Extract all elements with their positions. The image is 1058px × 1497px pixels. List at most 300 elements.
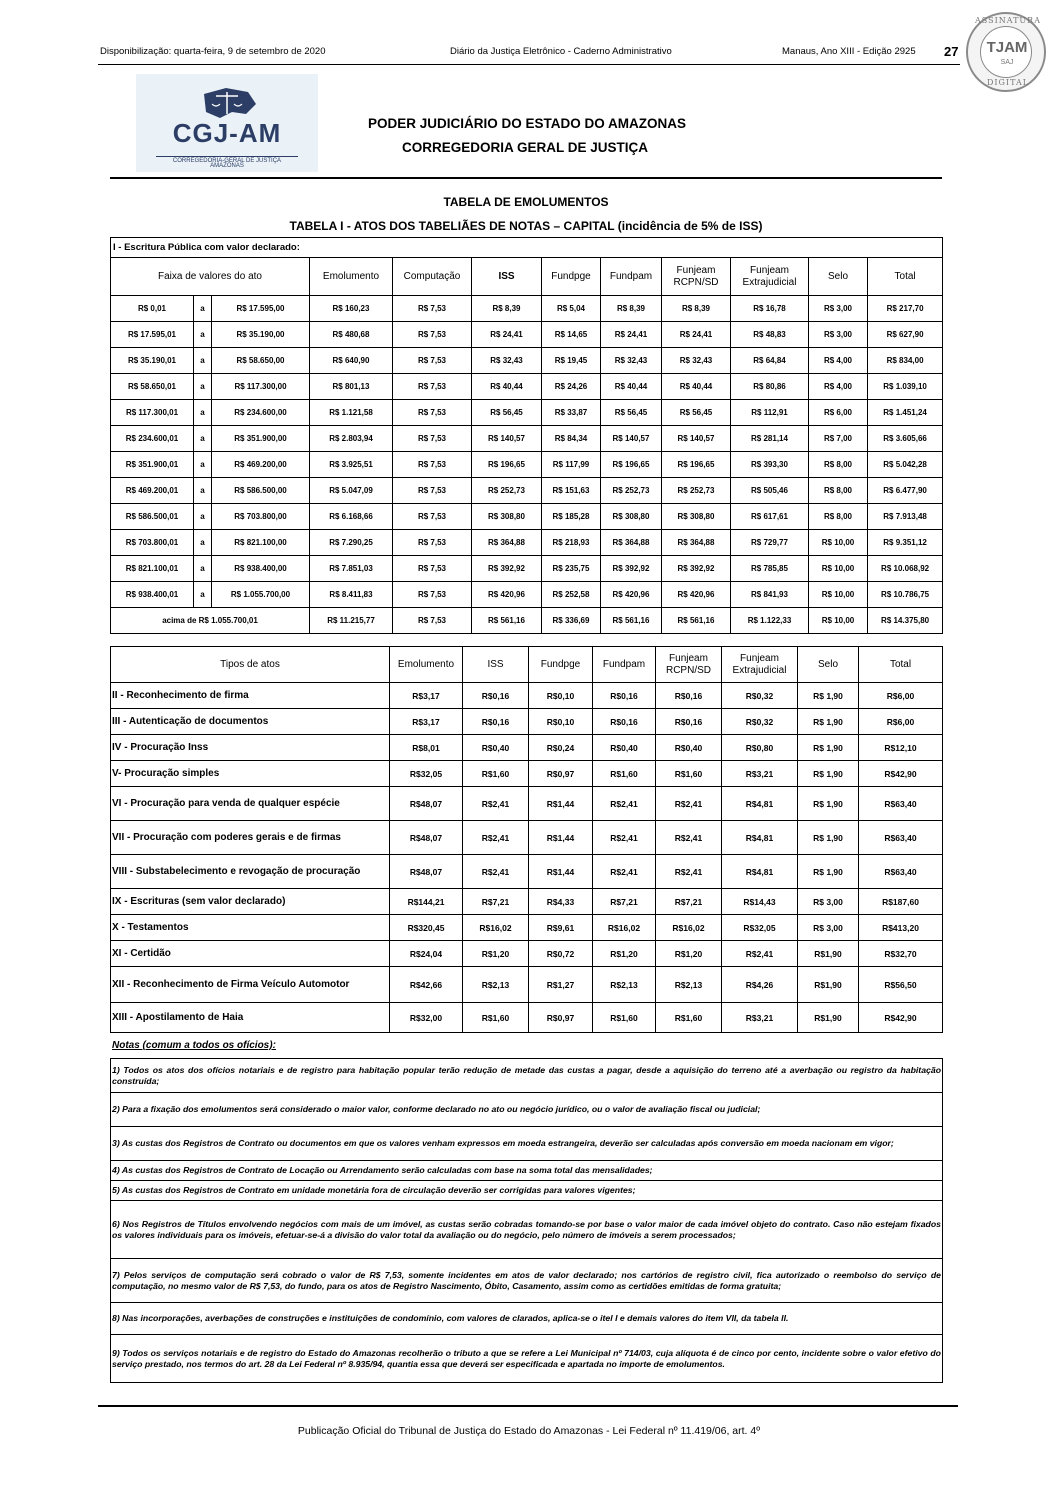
table-cell: R$ 785,85 [731, 556, 809, 582]
table-cell: R$ 640,90 [310, 348, 393, 374]
column-header: Fundpam [593, 647, 656, 683]
table-cell: R$ 10.068,92 [868, 556, 943, 582]
seal-main-text: TJAM [986, 39, 1028, 56]
table-cell: R$ 821.100,00 [212, 530, 310, 556]
table-cell: R$ 10,00 [809, 556, 868, 582]
note-text: 3) As custas dos Registros de Contrato ou documentos em que os valores venham expressos em moeda estrangeira, deverão ser calculadas após conversão em moeda nacionam em vigor; [111, 1127, 943, 1161]
table-cell: R$3,17 [390, 683, 463, 709]
table-cell: R$ 351.900,01 [111, 452, 194, 478]
table-row [111, 504, 943, 530]
table-title: TABELA I - ATOS DOS TABELIÃES DE NOTAS – CAPITAL (incidência de 5% de ISS) [289, 219, 763, 233]
table-cell: R$2,41 [463, 821, 529, 855]
section-title: I - Escritura Pública com valor declarado: [111, 238, 943, 258]
table-row [111, 348, 943, 374]
table-cell: R$4,33 [529, 889, 593, 915]
table-cell: R$ 469.200,01 [111, 478, 194, 504]
table-cell: R$2,13 [463, 967, 529, 1003]
header-date: Disponibilização: quarta-feira, 9 de setembro de 2020 [100, 46, 326, 57]
table-cell: R$ 24,41 [472, 322, 542, 348]
table-cell: R$ 217,70 [868, 296, 943, 322]
table-row [111, 967, 943, 1003]
table-cell: R$4,81 [722, 821, 798, 855]
table-cell: R$ 392,92 [601, 556, 662, 582]
table-cell: R$ 7,53 [393, 582, 472, 608]
table-cell: R$3,17 [390, 709, 463, 735]
table-cell: R$14,43 [722, 889, 798, 915]
table-cell: R$ 364,88 [472, 530, 542, 556]
note-text: 8) Nas incorporações, averbações de construções e instituições de condomínio, com valores de clarados, aplica-se o itel I e demais valores do item VII, da tabela II. [111, 1303, 943, 1335]
table-header-row [111, 647, 943, 683]
table-cell: R$ 3,00 [809, 296, 868, 322]
table-cell: a [194, 556, 212, 582]
table-cell: IX - Escrituras (sem valor declarado) [111, 889, 390, 915]
seal-inner-ring [980, 26, 1032, 78]
table-cell: R$ 56,45 [601, 400, 662, 426]
table-cell: a [194, 374, 212, 400]
table-cell: R$63,40 [859, 855, 943, 889]
table-row [111, 400, 943, 426]
table-cell: R$ 1,90 [798, 735, 859, 761]
table-cell: R$ 7,53 [393, 478, 472, 504]
table-cell: R$0,72 [529, 941, 593, 967]
table-cell: R$ 586.500,00 [212, 478, 310, 504]
column-header: Selo [809, 258, 868, 296]
table-cell: R$ 6.477,90 [868, 478, 943, 504]
table-cell: R$1,90 [798, 1003, 859, 1033]
table-cell: a [194, 452, 212, 478]
column-header: Fundpam [601, 258, 662, 296]
table-cell: R$32,70 [859, 941, 943, 967]
table-cell: R$ 8,39 [601, 296, 662, 322]
column-header: Computação [393, 258, 472, 296]
table-cell: R$2,41 [593, 855, 656, 889]
fees-table-act-types [110, 646, 943, 1033]
table-row [111, 821, 943, 855]
table-cell: R$ 586.500,01 [111, 504, 194, 530]
table-cell: R$4,81 [722, 855, 798, 889]
table-row [111, 374, 943, 400]
table-cell: R$ 58.650,01 [111, 374, 194, 400]
column-header: Tipos de atos [111, 647, 390, 683]
table-cell: IV - Procuração Inss [111, 735, 390, 761]
table-cell: R$ 32,43 [472, 348, 542, 374]
table-cell: R$ 32,43 [601, 348, 662, 374]
table-cell: R$ 938.400,01 [111, 582, 194, 608]
table-cell: R$ 117.300,01 [111, 400, 194, 426]
table-cell: R$16,02 [593, 915, 656, 941]
table-cell: R$ 1.122,33 [731, 608, 809, 634]
table-cell: R$ 7.913,48 [868, 504, 943, 530]
table-cell: R$ 420,96 [601, 582, 662, 608]
table-cell: R$ 11.215,77 [310, 608, 393, 634]
table-cell: R$ 40,44 [472, 374, 542, 400]
table-cell: a [194, 400, 212, 426]
table-cell: R$1,20 [656, 941, 722, 967]
table-cell: R$ 9.351,12 [868, 530, 943, 556]
table-cell: R$ 80,86 [731, 374, 809, 400]
table-cell: R$ 841,93 [731, 582, 809, 608]
table-cell: R$ 364,88 [662, 530, 731, 556]
table-row [111, 556, 943, 582]
table-cell: R$0,32 [722, 683, 798, 709]
table-cell: R$ 1.451,24 [868, 400, 943, 426]
table-cell: R$ 218,93 [542, 530, 601, 556]
table-cell: a [194, 348, 212, 374]
table-cell: R$ 729,77 [731, 530, 809, 556]
column-header: ISS [472, 258, 542, 296]
table-cell: R$ 160,23 [310, 296, 393, 322]
table-cell: XIII - Apostilamento de Haia [111, 1003, 390, 1033]
table-row [111, 709, 943, 735]
table-cell: R$0,32 [722, 709, 798, 735]
table-cell: R$ 703.800,00 [212, 504, 310, 530]
table-row [111, 941, 943, 967]
table-cell: R$ 1,90 [798, 787, 859, 821]
table-cell: V- Procuração simples [111, 761, 390, 787]
table-cell: R$ 3.925,51 [310, 452, 393, 478]
table-cell: R$1,44 [529, 855, 593, 889]
table-cell: R$ 117,99 [542, 452, 601, 478]
table-cell: R$ 117.300,00 [212, 374, 310, 400]
table-cell: R$ 8,00 [809, 478, 868, 504]
table-row [111, 889, 943, 915]
table-cell: R$ 801,13 [310, 374, 393, 400]
table-row-above-limit [111, 608, 943, 634]
table-cell: R$ 185,28 [542, 504, 601, 530]
column-header: Fundpge [542, 258, 601, 296]
table-cell: R$ 336,69 [542, 608, 601, 634]
table-cell: R$1,20 [593, 941, 656, 967]
table-cell: R$320,45 [390, 915, 463, 941]
note-row [111, 1201, 943, 1259]
column-header: Funjeam Extrajudicial [731, 258, 809, 296]
table-cell: R$2,41 [593, 821, 656, 855]
table-cell: R$ 35.190,01 [111, 348, 194, 374]
column-header: Funjeam Extrajudicial [722, 647, 798, 683]
table-cell: R$0,40 [656, 735, 722, 761]
table-cell: R$ 24,26 [542, 374, 601, 400]
column-header: Total [868, 258, 943, 296]
table-cell: R$42,66 [390, 967, 463, 1003]
logo-text: CGJ-AM [172, 118, 282, 148]
table-cell: a [194, 322, 212, 348]
table-cell: a [194, 426, 212, 452]
table-cell: R$ 7.851,03 [310, 556, 393, 582]
table-cell: R$ 4,00 [809, 374, 868, 400]
table-cell: R$0,80 [722, 735, 798, 761]
table-cell: R$ 393,30 [731, 452, 809, 478]
table-cell: R$ 469.200,00 [212, 452, 310, 478]
table-cell: R$2,13 [656, 967, 722, 1003]
table-cell: R$ 281,14 [731, 426, 809, 452]
table-cell: R$ 252,73 [472, 478, 542, 504]
table-row [111, 761, 943, 787]
table-cell: R$0,16 [463, 709, 529, 735]
column-header: Funjeam RCPN/SD [656, 647, 722, 683]
logo-subtitle: CORREGEDORIA-GERAL DE JUSTIÇA [156, 156, 298, 164]
table-cell: R$0,10 [529, 683, 593, 709]
cgj-am-logo [136, 74, 318, 172]
table-cell: R$ 10,00 [809, 530, 868, 556]
table-cell: R$ 2.803,94 [310, 426, 393, 452]
table-cell: R$48,07 [390, 855, 463, 889]
table-cell: R$ 8,39 [662, 296, 731, 322]
table-cell: R$ 24,41 [662, 322, 731, 348]
table-cell: R$ 1,90 [798, 683, 859, 709]
table-cell: R$ 392,92 [472, 556, 542, 582]
column-header: ISS [463, 647, 529, 683]
digital-signature-seal [966, 12, 1046, 92]
table-cell: R$ 24,41 [601, 322, 662, 348]
table-cell: R$ 505,46 [731, 478, 809, 504]
table-cell: R$2,41 [722, 941, 798, 967]
table-cell: R$ 364,88 [601, 530, 662, 556]
column-header: Total [859, 647, 943, 683]
table-cell: R$1,90 [798, 941, 859, 967]
table-cell: R$ 196,65 [472, 452, 542, 478]
note-text: 9) Todos os serviços notariais e de registro do Estado do Amazonas recolherão o tributo a que se refere a Lei Municipal nº 714/03, cuja alíquota é de cinco por cento, incidente sobre o valor efetivo do serviço prestado, nos termos do art. 28 da Lei Federal nº 8.935/94, quantia essa que deverá ser especificada e apartada no importe de emolumentos. [111, 1335, 943, 1383]
table-cell: VII - Procuração com poderes gerais e de firmas [111, 821, 390, 855]
table-cell: R$144,21 [390, 889, 463, 915]
org-department: CORREGEDORIA GERAL DE JUSTIÇA [402, 140, 649, 155]
table-cell: R$3,21 [722, 1003, 798, 1033]
table-cell: R$ 420,96 [472, 582, 542, 608]
table-cell: R$0,97 [529, 761, 593, 787]
table-cell: R$ 252,58 [542, 582, 601, 608]
table-cell: R$ 561,16 [601, 608, 662, 634]
table-cell: a [194, 582, 212, 608]
table-cell: R$16,02 [463, 915, 529, 941]
table-row [111, 530, 943, 556]
column-header: Selo [798, 647, 859, 683]
table-cell: R$ 7,53 [393, 452, 472, 478]
table-cell: R$ 14.375,80 [868, 608, 943, 634]
table-cell: R$0,16 [463, 683, 529, 709]
table-cell: R$ 938.400,00 [212, 556, 310, 582]
table-cell: R$ 17.595,01 [111, 322, 194, 348]
table-cell: R$42,90 [859, 1003, 943, 1033]
table-cell: R$2,41 [463, 787, 529, 821]
table-row [111, 582, 943, 608]
table-cell: R$ 8,00 [809, 504, 868, 530]
table-cell: VI - Procuração para venda de qualquer espécie [111, 787, 390, 821]
table-cell: R$ 392,92 [662, 556, 731, 582]
column-header: Fundpge [529, 647, 593, 683]
column-header: Emolumento [310, 258, 393, 296]
table-section-header [111, 238, 943, 258]
notes-table [110, 1058, 943, 1383]
table-cell: R$ 16,78 [731, 296, 809, 322]
table-cell: R$2,41 [656, 855, 722, 889]
table-cell: R$ 112,91 [731, 400, 809, 426]
notes-label: Notas (comum a todos os ofícios): [112, 1040, 276, 1051]
note-text: 4) As custas dos Registros de Contrato de Locação ou Arrendamento serão calculadas com base na soma total das mensalidades; [111, 1161, 943, 1181]
table-cell: R$0,97 [529, 1003, 593, 1033]
table-cell: R$ 0,01 [111, 296, 194, 322]
table-cell: R$ 17.595,00 [212, 296, 310, 322]
table-cell: R$ 40,44 [601, 374, 662, 400]
table-cell: R$ 561,16 [662, 608, 731, 634]
table-cell: R$2,41 [463, 855, 529, 889]
title-divider [110, 177, 942, 179]
table-cell: R$ 3,00 [798, 915, 859, 941]
table-header-row [111, 258, 943, 296]
note-text: 7) Pelos serviços de computação será cobrado o valor de R$ 7,53, somente incidentes em atos de valor declarado; nos cartórios de registro civil, fica autorizado o reembolso do serviço de computação, no mesmo valor de R$ 7,53, do fundo, para os atos de Registro Nascimento, Óbito, Casamento, assim como as certidões emitidas de forma gratuita; [111, 1259, 943, 1303]
org-name: PODER JUDICIÁRIO DO ESTADO DO AMAZONAS [368, 116, 687, 131]
table-cell: R$ 14,65 [542, 322, 601, 348]
table-cell: R$6,00 [859, 709, 943, 735]
table-cell: R$ 1,90 [798, 761, 859, 787]
table-cell: R$ 1.039,10 [868, 374, 943, 400]
table-cell: R$ 7,53 [393, 374, 472, 400]
table-cell: R$ 1,90 [798, 855, 859, 889]
table-cell: R$ 7.290,25 [310, 530, 393, 556]
table-cell: R$ 7,53 [393, 426, 472, 452]
table-cell: R$8,01 [390, 735, 463, 761]
table-cell: R$ 480,68 [310, 322, 393, 348]
table-cell: R$48,07 [390, 821, 463, 855]
table-cell: R$ 234.600,00 [212, 400, 310, 426]
table-cell: R$ 19,45 [542, 348, 601, 374]
header-divider [98, 64, 960, 65]
table-cell: R$32,00 [390, 1003, 463, 1033]
table-cell: R$0,16 [656, 709, 722, 735]
table-cell: R$ 5.042,28 [868, 452, 943, 478]
table-cell: R$12,10 [859, 735, 943, 761]
table-cell: R$ 821.100,01 [111, 556, 194, 582]
note-row [111, 1127, 943, 1161]
note-text: 1) Todos os atos dos ofícios notariais e de registro para habitação popular terão redução de metade das custas a pagar, desde a aquisição do terreno até a averbação ou registro da habitação construída; [111, 1059, 943, 1093]
table-cell: R$ 33,87 [542, 400, 601, 426]
column-header: Emolumento [390, 647, 463, 683]
table-cell: R$6,00 [859, 683, 943, 709]
note-row [111, 1335, 943, 1383]
table-cell: R$ 32,43 [662, 348, 731, 374]
table-cell: R$42,90 [859, 761, 943, 787]
note-text: 2) Para a fixação dos emolumentos será considerado o maior valor, conforme declarado no ato ou negócio jurídico, ou o valor de avaliação fiscal ou judicial; [111, 1093, 943, 1127]
table-cell: R$ 3,00 [809, 322, 868, 348]
table-cell: R$9,61 [529, 915, 593, 941]
fees-table-declared-value [110, 237, 943, 634]
footer-divider [98, 1405, 958, 1407]
table-cell: R$0,24 [529, 735, 593, 761]
table-cell: acima de R$ 1.055.700,01 [111, 608, 310, 634]
table-cell: R$ 8,00 [809, 452, 868, 478]
table-cell: R$ 35.190,00 [212, 322, 310, 348]
table-row [111, 787, 943, 821]
table-cell: R$ 48,83 [731, 322, 809, 348]
table-cell: R$ 7,53 [393, 504, 472, 530]
table-cell: R$ 10.786,75 [868, 582, 943, 608]
logo-subtitle-state: AMAZONAS [210, 163, 244, 169]
table-cell: R$187,60 [859, 889, 943, 915]
header-journal: Diário da Justiça Eletrônico - Caderno Administrativo [450, 46, 672, 57]
table-cell: R$ 5.047,09 [310, 478, 393, 504]
table-cell: R$ 1,90 [798, 709, 859, 735]
table-cell: II - Reconhecimento de firma [111, 683, 390, 709]
table-cell: R$ 8.411,83 [310, 582, 393, 608]
table-cell: R$ 308,80 [662, 504, 731, 530]
table-cell: R$ 84,34 [542, 426, 601, 452]
table-cell: R$ 58.650,00 [212, 348, 310, 374]
table-cell: R$0,10 [529, 709, 593, 735]
table-cell: R$ 834,00 [868, 348, 943, 374]
table-cell: R$0,40 [593, 735, 656, 761]
note-row [111, 1181, 943, 1201]
table-cell: R$ 151,63 [542, 478, 601, 504]
table-cell: R$413,20 [859, 915, 943, 941]
table-cell: R$ 196,65 [662, 452, 731, 478]
table-cell: R$ 252,73 [601, 478, 662, 504]
table-cell: R$ 617,61 [731, 504, 809, 530]
note-text: 6) Nos Registros de Títulos envolvendo negócios com mais de um imóvel, as custas serão cobradas tomando-se por base o valor maior de cada imóvel objeto do contrato. Caso não estejam fixados os valores individuais para os imóveis, efetuar-se-á a divisão do valor total da avaliação ou do negócio, pelo número de imóveis a serem processados; [111, 1201, 943, 1259]
table-cell: XI - Certidão [111, 941, 390, 967]
seal-sub-text: SAJ [1000, 59, 1014, 66]
table-cell: R$ 235,75 [542, 556, 601, 582]
table-cell: R$56,50 [859, 967, 943, 1003]
table-row [111, 855, 943, 889]
table-cell: R$3,21 [722, 761, 798, 787]
table-cell: R$ 7,53 [393, 322, 472, 348]
seal-bottom-text: DIGITAL [986, 78, 1030, 87]
table-cell: R$2,13 [593, 967, 656, 1003]
table-cell: R$ 6,00 [809, 400, 868, 426]
note-text: 5) As custas dos Registros de Contrato em unidade monetária fora de circulação deverão ser corrigidas para valores vigentes; [111, 1181, 943, 1201]
table-cell: R$ 1.121,58 [310, 400, 393, 426]
table-cell: R$63,40 [859, 787, 943, 821]
table-cell: R$ 140,57 [472, 426, 542, 452]
column-header: Funjeam RCPN/SD [662, 258, 731, 296]
table-cell: R$ 56,45 [472, 400, 542, 426]
table-cell: R$ 10,00 [809, 582, 868, 608]
table-cell: R$7,21 [593, 889, 656, 915]
table-row [111, 322, 943, 348]
table-row [111, 915, 943, 941]
table-cell: R$1,60 [593, 1003, 656, 1033]
table-cell: a [194, 504, 212, 530]
note-row [111, 1093, 943, 1127]
table-row [111, 478, 943, 504]
table-cell: R$ 252,73 [662, 478, 731, 504]
table-cell: R$24,04 [390, 941, 463, 967]
table-cell: R$ 1.055.700,00 [212, 582, 310, 608]
table-cell: R$ 40,44 [662, 374, 731, 400]
note-row [111, 1259, 943, 1303]
table-row [111, 1003, 943, 1033]
table-cell: R$ 196,65 [601, 452, 662, 478]
table-cell: R$1,60 [463, 761, 529, 787]
table-cell: R$ 420,96 [662, 582, 731, 608]
table-cell: R$ 627,90 [868, 322, 943, 348]
table-cell: R$32,05 [722, 915, 798, 941]
table-cell: R$1,60 [656, 1003, 722, 1033]
table-cell: R$ 140,57 [601, 426, 662, 452]
note-row [111, 1303, 943, 1335]
table-cell: R$1,60 [656, 761, 722, 787]
table-cell: R$ 308,80 [472, 504, 542, 530]
note-row [111, 1059, 943, 1093]
table-cell: R$0,16 [593, 709, 656, 735]
table-cell: R$ 10,00 [809, 608, 868, 634]
table-cell: R$1,60 [593, 761, 656, 787]
table-cell: XII - Reconhecimento de Firma Veículo Automotor [111, 967, 390, 1003]
table-cell: R$ 7,00 [809, 426, 868, 452]
table-cell: R$ 64,84 [731, 348, 809, 374]
document-title: TABELA DE EMOLUMENTOS [443, 195, 609, 209]
table-cell: R$1,20 [463, 941, 529, 967]
table-cell: R$ 351.900,00 [212, 426, 310, 452]
table-cell: R$0,40 [463, 735, 529, 761]
